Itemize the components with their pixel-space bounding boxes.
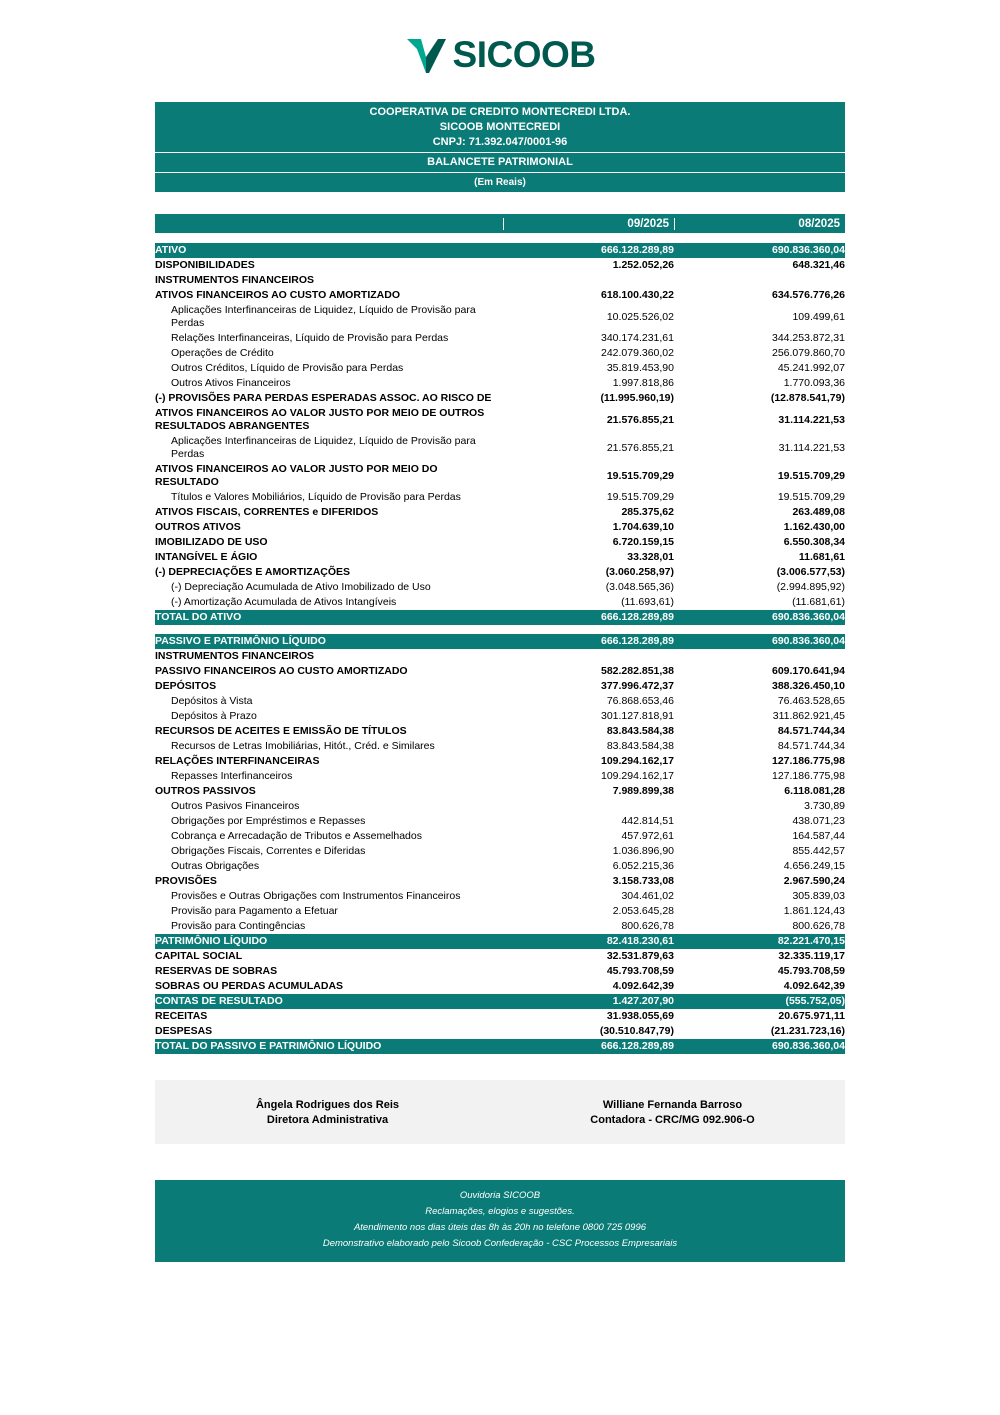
row-value-previous: 690.836.360,04 (674, 634, 845, 649)
row-label: DEPÓSITOS (155, 680, 217, 692)
table-spacer-row (155, 625, 845, 634)
row-value-previous: (21.231.723,16) (770, 1025, 845, 1037)
table-row (155, 859, 845, 874)
table-row (155, 391, 845, 406)
row-value-previous: 76.463.528,65 (777, 695, 845, 707)
row-value-current: 7.989.899,38 (612, 785, 674, 797)
row-value-current: 2.053.645,28 (612, 905, 674, 917)
row-value-current: 582.282.851,38 (601, 665, 674, 677)
row-value-current: 21.576.855,21 (606, 413, 674, 426)
row-label: Outras Obrigações (171, 860, 260, 872)
table-row (155, 288, 845, 303)
table-row (155, 919, 845, 934)
row-label: (-) Depreciação Acumulada de Ativo Imobilizado de Uso (171, 581, 431, 593)
row-value-current: 76.868.653,46 (606, 695, 674, 707)
row-value-previous: 690.836.360,04 (674, 610, 845, 625)
table-row (155, 258, 845, 273)
row-value-current: 1.252.052,26 (612, 259, 674, 271)
row-value-current (503, 273, 674, 288)
table-row (155, 799, 845, 814)
row-value-previous: 634.576.776,26 (772, 289, 845, 301)
table-row (155, 406, 845, 434)
row-value-previous: 20.675.971,11 (778, 1010, 845, 1022)
row-value-previous: 2.967.590,24 (783, 875, 845, 887)
row-label: Outros Pasivos Financeiros (171, 800, 300, 812)
row-value-current: 242.079.360,02 (601, 347, 674, 359)
row-value-current: (3.060.258,97) (605, 566, 674, 578)
table-row (155, 769, 845, 784)
row-label: RESERVAS DE SOBRAS (155, 965, 278, 977)
row-value-current: 666.128.289,89 (503, 243, 674, 258)
table-row (155, 949, 845, 964)
row-label: PASSIVO FINANCEIROS AO CUSTO AMORTIZADO (155, 665, 408, 677)
row-label: (-) DEPRECIAÇÕES E AMORTIZAÇÕES (155, 566, 351, 578)
row-value-current: 21.576.855,21 (606, 441, 674, 454)
report-footer (155, 1180, 845, 1262)
header-line-2: SICOOB MONTECREDI (439, 121, 561, 133)
row-value-current: 304.461,02 (621, 890, 674, 902)
row-value-current: 285.375,62 (621, 506, 674, 518)
period-header-row (155, 214, 845, 233)
row-value-previous: 32.335.119,17 (778, 950, 845, 962)
table-row (155, 520, 845, 535)
row-value-current: 618.100.430,22 (601, 289, 674, 301)
row-value-previous: 690.836.360,04 (674, 243, 845, 258)
signature-1 (155, 1098, 500, 1128)
table-row (155, 550, 845, 565)
row-label: Outros Créditos, Líquido de Provisão para Perdas (171, 362, 404, 374)
table-row (155, 243, 845, 258)
signature-1-name: Ângela Rodrigues dos Reis (255, 1099, 400, 1111)
row-label: Provisão para Pagamento a Efetuar (171, 905, 338, 917)
table-row (155, 724, 845, 739)
row-value-current: 1.704.639,10 (612, 521, 674, 533)
row-label: PASSIVO E PATRIMÔNIO LÍQUIDO (155, 634, 503, 649)
row-label: RELAÇÕES INTERFINANCEIRAS (155, 755, 320, 767)
row-value-current: 109.294.162,17 (601, 770, 674, 782)
header-line-4: BALANCETE PATRIMONIAL (427, 156, 573, 168)
table-row (155, 889, 845, 904)
row-label: Operações de Crédito (171, 347, 274, 359)
row-label: IMOBILIZADO DE USO (155, 536, 268, 548)
row-value-previous: 84.571.744,34 (777, 740, 845, 752)
footer-line-4: Demonstrativo elaborado pelo Sicoob Confederação - CSC Processos Empresariais (322, 1238, 678, 1249)
row-value-current (503, 799, 674, 814)
table-row (155, 814, 845, 829)
row-value-current: 666.128.289,89 (503, 610, 674, 625)
period-col-1: 09/2025 (503, 218, 674, 230)
row-value-current: 6.052.215,36 (612, 860, 674, 872)
table-row (155, 1039, 845, 1054)
row-label: ATIVOS FISCAIS, CORRENTES e DIFERIDOS (155, 506, 379, 518)
row-value-current: 82.418.230,61 (503, 934, 674, 949)
row-value-previous: 4.656.249,15 (783, 860, 845, 872)
row-label: CAPITAL SOCIAL (155, 950, 243, 962)
row-label: Repasses Interfinanceiros (171, 770, 293, 782)
row-value-previous: 45.793.708,59 (777, 965, 845, 977)
row-label: PATRIMÔNIO LÍQUIDO (155, 934, 503, 949)
row-label: RECURSOS DE ACEITES E EMISSÃO DE TÍTULOS (155, 725, 407, 737)
row-value-previous (674, 273, 845, 288)
row-label: Recursos de Letras Imobiliárias, Hitót., Créd. e Similares (171, 740, 435, 752)
table-row (155, 462, 845, 490)
table-row (155, 994, 845, 1009)
table-row (155, 829, 845, 844)
row-value-previous: (11.681,61) (792, 596, 845, 608)
row-value-current: 666.128.289,89 (503, 1039, 674, 1054)
table-row (155, 505, 845, 520)
row-value-previous: 45.241.992,07 (777, 362, 845, 374)
row-value-current: 442.814,51 (621, 815, 674, 827)
logo-text: SICOOB (452, 34, 596, 75)
row-label: OUTROS ATIVOS (155, 521, 241, 533)
table-row (155, 595, 845, 610)
row-value-previous: (2.994.895,92) (776, 581, 845, 593)
row-label: Depósitos à Prazo (171, 710, 257, 722)
signature-2-name: Williane Fernanda Barroso (602, 1099, 743, 1111)
row-label: INSTRUMENTOS FINANCEIROS (155, 650, 315, 662)
row-value-previous: 127.186.775,98 (772, 770, 845, 782)
table-row (155, 934, 845, 949)
row-value-previous: 1.162.430,00 (783, 521, 845, 533)
row-value-previous: 344.253.872,31 (772, 332, 845, 344)
row-value-current: 1.036.896,90 (612, 845, 674, 857)
row-label: RECEITAS (155, 1010, 208, 1022)
row-value-previous: 31.114.221,53 (778, 441, 845, 454)
footer-line-1: Ouvidoria SICOOB (459, 1190, 541, 1201)
report-content (155, 102, 845, 1262)
row-label: (-) Amortização Acumulada de Ativos Intangíveis (171, 596, 397, 608)
row-value-current: 33.328,01 (627, 551, 674, 563)
row-value-current: 800.626,78 (621, 920, 674, 932)
period-col-2: 08/2025 (674, 218, 845, 230)
row-value-previous: 109.499,61 (792, 310, 845, 323)
row-label: Provisões e Outras Obrigações com Instrumentos Financeiros (171, 890, 461, 902)
row-value-current: 83.843.584,38 (606, 740, 674, 752)
table-row (155, 694, 845, 709)
row-value-current: 4.092.642,39 (612, 980, 674, 992)
row-value-previous: 1.861.124,43 (783, 905, 845, 917)
row-value-current: 19.515.709,29 (606, 469, 674, 482)
row-value-current: 19.515.709,29 (606, 491, 674, 503)
row-value-previous: 256.079.860,70 (772, 347, 845, 359)
row-label: ATIVOS FINANCEIROS AO VALOR JUSTO POR MEIO DO RESULTADO (155, 463, 438, 488)
table-row (155, 979, 845, 994)
table-row (155, 679, 845, 694)
row-value-previous: 4.092.642,39 (783, 980, 845, 992)
row-label: (-) PROVISÕES PARA PERDAS ESPERADAS ASSOC. AO RISCO DE (155, 392, 492, 404)
row-value-current: 1.427.207,90 (503, 994, 674, 1009)
row-label: Títulos e Valores Mobiliários, Líquido de Provisão para Perdas (171, 491, 461, 503)
row-value-current: 3.158.733,08 (612, 875, 674, 887)
table-row (155, 964, 845, 979)
row-value-current: 32.531.879,63 (606, 950, 674, 962)
table-row (155, 1009, 845, 1024)
row-value-previous: 6.118.081,28 (784, 785, 845, 797)
row-label: TOTAL DO ATIVO (155, 610, 503, 625)
table-row (155, 565, 845, 580)
row-label: Aplicações Interfinanceiras de Liquidez, Líquido de Provisão para Perdas (171, 304, 476, 329)
footer-line-3: Atendimento nos dias úteis das 8h às 20h no telefone 0800 725 0996 (353, 1222, 647, 1233)
row-label: Cobrança e Arrecadação de Tributos e Assemelhados (171, 830, 422, 842)
row-value-previous: 19.515.709,29 (777, 491, 845, 503)
row-value-previous: 388.326.450,10 (772, 680, 845, 692)
header-line-1: COOPERATIVA DE CREDITO MONTECREDI LTDA. (369, 106, 631, 118)
row-value-previous: 648.321,46 (792, 259, 845, 271)
table-row (155, 649, 845, 664)
row-label: OUTROS PASSIVOS (155, 785, 256, 797)
row-value-current: 45.793.708,59 (606, 965, 674, 977)
row-value-previous: 305.839,03 (792, 890, 845, 902)
table-row (155, 1024, 845, 1039)
row-value-current: 1.997.818,86 (612, 377, 674, 389)
table-row (155, 580, 845, 595)
row-value-previous: 311.862.921,45 (772, 710, 845, 722)
row-value-current: 109.294.162,17 (601, 755, 674, 767)
row-label: Obrigações por Empréstimos e Repasses (171, 815, 366, 827)
row-label: CONTAS DE RESULTADO (155, 994, 503, 1009)
row-value-previous: 19.515.709,29 (777, 469, 845, 482)
table-row (155, 303, 845, 331)
row-label: SOBRAS OU PERDAS ACUMULADAS (155, 980, 344, 992)
row-label: Relações Interfinanceiras, Líquido de Provisão para Perdas (171, 332, 449, 344)
row-label: ATIVO (155, 243, 503, 258)
table-row (155, 535, 845, 550)
table-row (155, 754, 845, 769)
row-value-current: 457.972,61 (621, 830, 674, 842)
table-row (155, 610, 845, 625)
row-value-current: 35.819.453,90 (606, 362, 674, 374)
table-row (155, 634, 845, 649)
table-row (155, 346, 845, 361)
signature-2 (500, 1098, 845, 1128)
row-label: DISPONIBILIDADES (155, 259, 255, 271)
table-row (155, 376, 845, 391)
row-label: Outros Ativos Financeiros (171, 377, 291, 389)
table-row (155, 709, 845, 724)
row-value-previous: 855.442,57 (792, 845, 845, 857)
row-value-current: (11.693,61) (621, 596, 674, 608)
row-label: INSTRUMENTOS FINANCEIROS (155, 274, 315, 286)
row-value-previous: 127.186.775,98 (772, 755, 845, 767)
row-value-current (503, 649, 674, 664)
row-value-previous: 438.071,23 (792, 815, 845, 827)
row-value-current: 31.938.055,69 (606, 1010, 674, 1022)
balance-sheet-table (155, 243, 845, 1054)
row-value-current: (30.510.847,79) (599, 1025, 674, 1037)
row-value-current: 6.720.159,15 (612, 536, 674, 548)
row-value-current: 301.127.818,91 (601, 710, 674, 722)
row-label: Depósitos à Vista (171, 695, 253, 707)
table-row (155, 844, 845, 859)
row-value-previous: 800.626,78 (792, 920, 845, 932)
row-label: PROVISÕES (155, 875, 217, 887)
signature-1-role: Diretora Administrativa (266, 1114, 389, 1126)
row-value-previous: 263.489,08 (792, 506, 845, 518)
table-row (155, 434, 845, 462)
row-label: INTANGÍVEL E ÁGIO (155, 551, 258, 563)
row-label: Provisão para Contingências (171, 920, 306, 932)
table-row (155, 331, 845, 346)
row-value-previous: 82.221.470,15 (674, 934, 845, 949)
row-label: TOTAL DO PASSIVO E PATRIMÔNIO LÍQUIDO (155, 1039, 503, 1054)
signature-block (155, 1080, 845, 1144)
row-label: DESPESAS (155, 1025, 213, 1037)
row-value-previous (674, 649, 845, 664)
row-value-current: 340.174.231,61 (601, 332, 674, 344)
row-value-previous: 31.114.221,53 (778, 413, 845, 426)
row-value-previous: 164.587,44 (792, 830, 845, 842)
row-label: Obrigações Fiscais, Correntes e Diferidas (171, 845, 366, 857)
table-row (155, 273, 845, 288)
row-value-previous: (3.006.577,53) (776, 566, 845, 578)
row-value-previous: 609.170.641,94 (772, 665, 845, 677)
row-value-current: 377.996.472,37 (601, 680, 674, 692)
table-row (155, 904, 845, 919)
row-value-current: 666.128.289,89 (503, 634, 674, 649)
sicoob-checkmark-icon (405, 35, 447, 75)
row-label: ATIVOS FINANCEIROS AO CUSTO AMORTIZADO (155, 289, 401, 301)
table-row (155, 490, 845, 505)
table-row (155, 874, 845, 889)
table-row (155, 664, 845, 679)
header-line-3: CNPJ: 71.392.047/0001-96 (432, 136, 568, 148)
row-value-previous: 84.571.744,34 (777, 725, 845, 737)
signature-2-role: Contadora - CRC/MG 092.906-O (590, 1114, 755, 1126)
row-label: Aplicações Interfinanceiras de Liquidez, Líquido de Provisão para Perdas (171, 435, 476, 460)
row-value-current: (3.048.565,36) (605, 581, 674, 593)
table-row (155, 784, 845, 799)
row-value-current: (11.995.960,19) (600, 392, 674, 404)
row-value-current: 83.843.584,38 (606, 725, 674, 737)
row-value-previous: (555.752,05) (674, 994, 845, 1009)
spacer-cell (155, 625, 845, 634)
row-value-previous: 6.550.308,34 (783, 536, 845, 548)
row-value-previous: 1.770.093,36 (783, 377, 845, 389)
row-label: ATIVOS FINANCEIROS AO VALOR JUSTO POR MEIO DE OUTROS RESULTADOS ABRANGENTES (155, 407, 485, 432)
row-value-current: 10.025.526,02 (606, 310, 674, 323)
row-value-previous: (12.878.541,79) (770, 392, 845, 404)
table-row (155, 739, 845, 754)
row-value-previous: 690.836.360,04 (674, 1039, 845, 1054)
row-value-previous: 11.681,61 (798, 551, 845, 563)
row-value-previous: 3.730,89 (804, 800, 845, 812)
footer-line-2: Reclamações, elogios e sugestões. (425, 1206, 575, 1217)
report-header (155, 102, 845, 192)
table-row (155, 361, 845, 376)
brand-logo (0, 34, 1000, 76)
header-line-5: (Em Reais) (474, 177, 526, 188)
